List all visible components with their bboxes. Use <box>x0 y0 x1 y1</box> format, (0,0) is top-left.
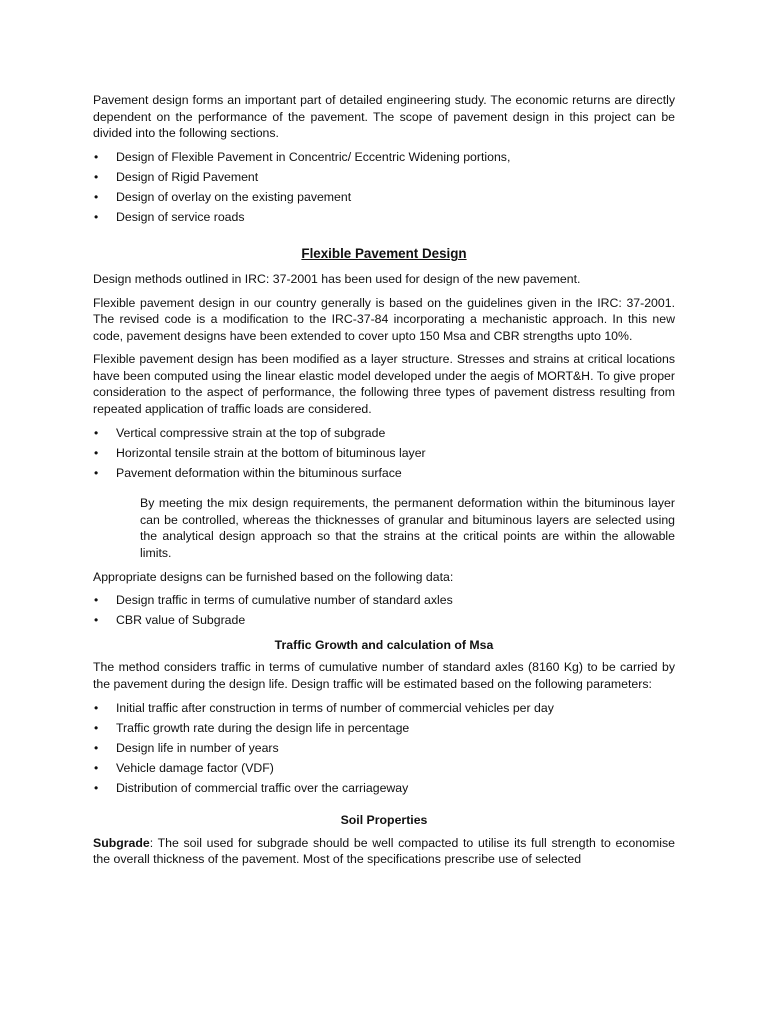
bullet-icon: • <box>94 189 99 204</box>
intro-bullet-list <box>93 149 675 226</box>
section-heading-flexible: Flexible Pavement Design <box>301 246 467 262</box>
bullet-icon: • <box>94 149 99 164</box>
flexible-paragraph-3: Flexible pavement design has been modified as a layer structure. Stresses and strains at critical locations have been computed using the linear elastic model developed under the aegis of MORT&H. To give proper consideration to the aspect of performance, the following three types of pavement distress resulting from repeated application of traffic loads are considered. <box>93 352 675 417</box>
list-item: • CBR value of Subgrade <box>94 613 246 628</box>
bullet-icon: • <box>94 740 99 755</box>
bullet-icon: • <box>94 465 99 480</box>
soil-subgrade-paragraph <box>93 835 675 868</box>
flexible-paragraph-1: Design methods outlined in IRC: 37-2001 has been used for design of the new pavement. <box>93 271 581 286</box>
bullet-icon: • <box>94 720 99 735</box>
list-item: • Design of service roads <box>94 209 245 224</box>
bullet-icon: • <box>94 445 99 460</box>
list-item: • Design traffic in terms of cumulative number of standard axles <box>94 593 453 608</box>
list-item: • Vehicle damage factor (VDF) <box>94 760 274 775</box>
bullet-icon: • <box>94 780 99 795</box>
bullet-icon: • <box>94 700 99 715</box>
bullet-icon: • <box>94 613 99 628</box>
list-item: • Distribution of commercial traffic over the carriageway <box>94 780 409 795</box>
list-item: • Design of overlay on the existing pavement <box>94 189 352 204</box>
list-item: • Vertical compressive strain at the top of subgrade <box>94 425 386 440</box>
list-item: • Design of Rigid Pavement <box>94 169 259 184</box>
bullet-icon: • <box>94 209 99 224</box>
section-heading-soil: Soil Properties <box>340 813 428 828</box>
intro-paragraph: Pavement design forms an important part of detailed engineering study. The economic returns are directly dependent on the performance of the pavement. The scope of pavement design in this project can be divided into the following sections. <box>93 93 675 141</box>
list-item: • Horizontal tensile strain at the bottom of bituminous layer <box>94 445 426 460</box>
flexible-paragraph-2: Flexible pavement design in our country generally is based on the guidelines given in the IRC: 37-2001. The revised code is a modification to the IRC-37-84 incorporating a mechanistic approach. In this new code, pavement designs have been extended to cover upto 150 Msa and CBR strengths upto 10%. <box>93 295 675 343</box>
section-heading-traffic: Traffic Growth and calculation of Msa <box>274 637 494 652</box>
list-item: • Design life in number of years <box>94 740 279 755</box>
flexible-paragraph-4: Appropriate designs can be furnished based on the following data: <box>93 569 454 584</box>
bullet-icon: • <box>94 169 99 184</box>
bullet-icon: • <box>94 425 99 440</box>
traffic-paragraph: The method considers traffic in terms of cumulative number of standard axles (8160 Kg) to be carried by the pavement during the design life. Design traffic will be estimated based on the following parameters: <box>93 660 675 691</box>
list-item: • Design of Flexible Pavement in Concentric/ Eccentric Widening portions, <box>94 149 511 164</box>
list-item: • Initial traffic after construction in terms of number of commercial vehicles per day <box>94 700 554 715</box>
data-bullet-list <box>93 592 675 629</box>
distress-bullet-list <box>93 425 675 482</box>
subgrade-label: Subgrade <box>93 835 150 850</box>
list-item: • Pavement deformation within the bituminous surface <box>94 465 402 480</box>
indented-paragraph: By meeting the mix design requirements, the permanent deformation within the bituminous layer can be controlled, whereas the thicknesses of granular and bituminous layers are selected using the analytical design approach so that the strains at the critical points are within the allowable limits. <box>140 496 675 561</box>
subgrade-text: : The soil used for subgrade should be well compacted to utilise its full strength to economise the overall thickness of the pavement. Most of the specifications prescribe use of selected <box>93 835 675 867</box>
list-item: • Traffic growth rate during the design life in percentage <box>94 720 410 735</box>
bullet-icon: • <box>94 760 99 775</box>
traffic-bullet-list <box>93 700 675 797</box>
bullet-icon: • <box>94 593 99 608</box>
